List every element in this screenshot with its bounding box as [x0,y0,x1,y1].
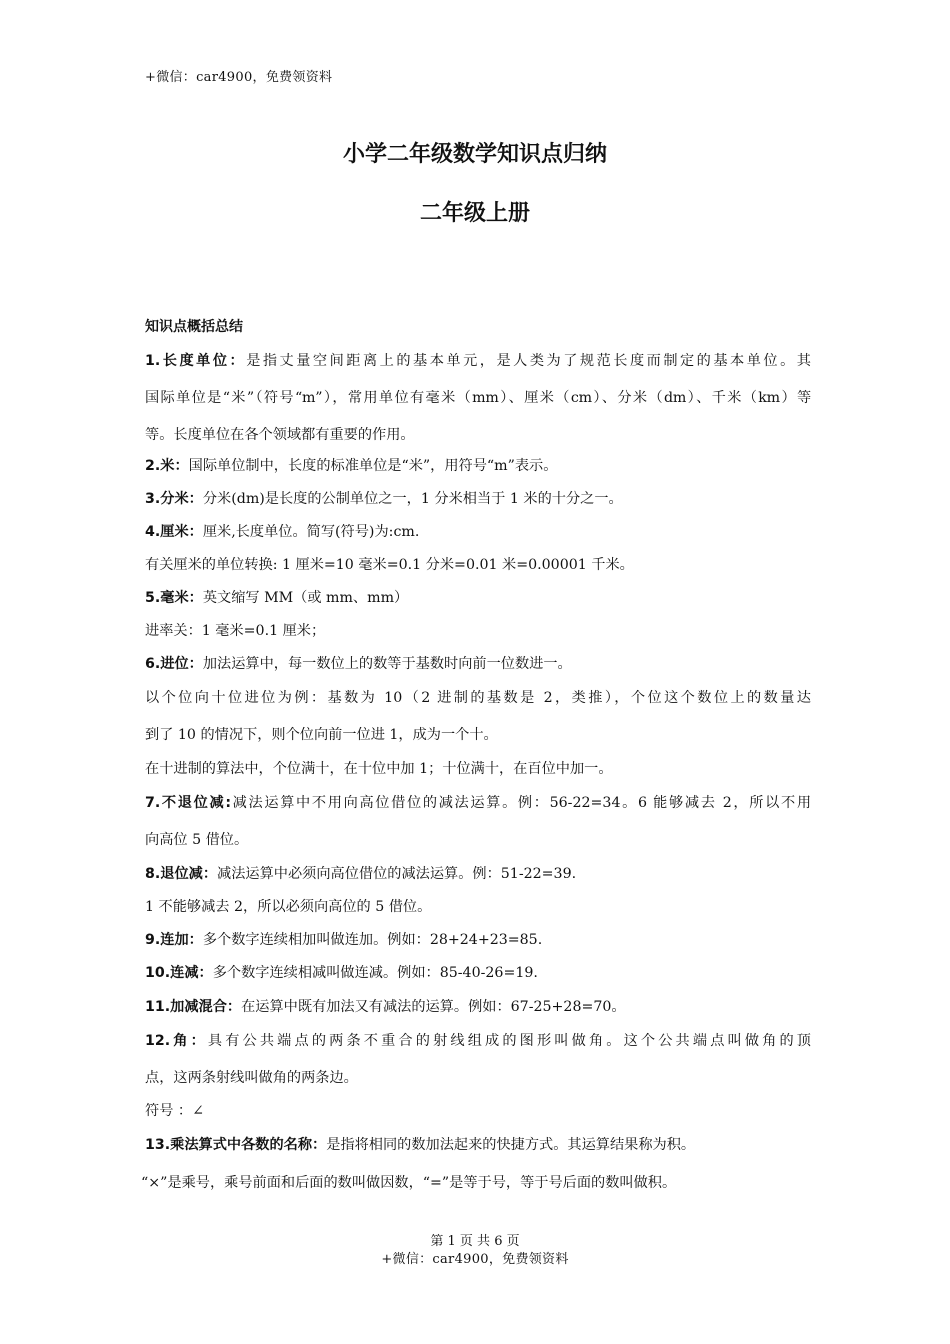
item-2 [145,456,811,476]
item-3-term: 3.分米： [145,491,203,507]
item-1-line-2: 国际单位是“米”（符号“m”），常用单位有毫米（mm）、厘米（cm）、分米（dm）、千米（km）等 [145,390,811,406]
item-12-text: 具有公共端点的两条不重合的射线组成的图形叫做角。这个公共端点叫做角的顶 [207,1033,811,1049]
section-heading: 知识点概括总结 [145,319,243,335]
item-8-text: 减法运算中必须向高位借位的减法运算。例：51-22=39. [217,866,577,882]
item-7-text: 减法运算中不用向高位借位的减法运算。例：56-22=34。6 能够减去 2，所以不用 [231,795,812,811]
item-5-term: 5.毫米： [145,590,203,606]
item-5-extra: 进率关：1 毫米=0.1 厘米； [145,623,326,639]
document-subtitle: 二年级上册 [419,201,530,226]
item-8-extra: 1 不能够减去 2，所以必须向高位的 5 借位。 [145,899,432,915]
item-7 [145,793,811,813]
item-4-extra: 有关厘米的单位转换: 1 厘米=10 毫米=0.1 分米=0.01 米=0.00001 千米。 [145,557,634,573]
item-5 [145,588,811,608]
angle-symbol: 符号 ：∠ [145,1103,204,1119]
item-6-term: 6.进位： [145,656,203,672]
item-6-extra-1: 以个位向十位进位为例：基数为 10（2 进制的基数是 2，类推），个位这个数位上的数量达 [145,690,811,706]
item-6-extra-3: 在十进制的算法中，个位满十，在十位中加 1；十位满十，在百位中加一。 [145,761,613,777]
item-4-term: 4.厘米： [145,524,203,540]
item-4-text: 厘米,长度单位。简写(符号)为:cm. [202,524,420,540]
item-8-term: 8.退位减： [145,866,218,882]
item-1-line-1 [145,351,811,371]
item-13-term: 13.乘法算式中各数的名称： [145,1137,327,1153]
item-1-line-3: 等。长度单位在各个领域都有重要的作用。 [145,427,415,443]
item-9-term: 9.连加： [145,932,203,948]
item-12-extra: 点，这两条射线叫做角的两条边。 [145,1070,358,1086]
item-13 [145,1135,811,1155]
item-10-text: 多个数字连续相减叫做连减。例如：85-40-26=19. [212,965,538,981]
item-9 [145,930,811,950]
page-number: 第 1 页 共 6 页 [430,1234,520,1249]
item-11 [145,997,811,1017]
item-7-extra: 向高位 5 借位。 [145,832,249,848]
item-10-term: 10.连减： [145,965,213,981]
item-10 [145,963,811,983]
item-6-text: 加法运算中，每一数位上的数等于基数时向前一位数进一。 [202,656,572,672]
item-13-extra: “×”是乘号，乘号前面和后面的数叫做因数，“=”是等于号，等于号后面的数叫做积。 [141,1175,677,1191]
item-3-text: 分米(dm)是长度的公制单位之一，1 分米相当于 1 米的十分之一。 [202,491,623,507]
item-1-term: 1.长度单位： [145,353,247,369]
item-9-text: 多个数字连续相加叫做连加。例如：28+24+23=85. [202,932,543,948]
document-title: 小学二年级数学知识点归纳 [342,142,607,167]
item-2-text: 国际单位制中，长度的标准单位是“米”，用符号“m”表示。 [188,458,558,474]
header-note: +微信：car4900，免费领资料 [145,70,333,85]
item-7-term: 7.不退位减: [145,795,231,811]
item-4 [145,522,811,542]
item-3 [145,489,811,509]
item-12-term: 12.角： [145,1033,208,1049]
item-11-text: 在运算中既有加法又有减法的运算。例如：67-25+28=70。 [241,999,626,1015]
item-13-text: 是指将相同的数加法起来的快捷方式。其运算结果称为积。 [326,1137,696,1153]
footer-note: +微信：car4900，免费领资料 [381,1252,569,1267]
item-12 [145,1031,811,1051]
item-5-text: 英文缩写 MM（或 mm、mm） [202,590,409,606]
item-6 [145,654,811,674]
item-8 [145,864,811,884]
item-6-extra-2: 到了 10 的情况下，则个位向前一位进 1，成为一个十。 [145,727,498,743]
item-1-text: 是指丈量空间距离上的基本单元，是人类为了规范长度而制定的基本单位。其 [246,353,811,369]
item-2-term: 2.米： [145,458,189,474]
item-11-term: 11.加减混合： [145,999,242,1015]
